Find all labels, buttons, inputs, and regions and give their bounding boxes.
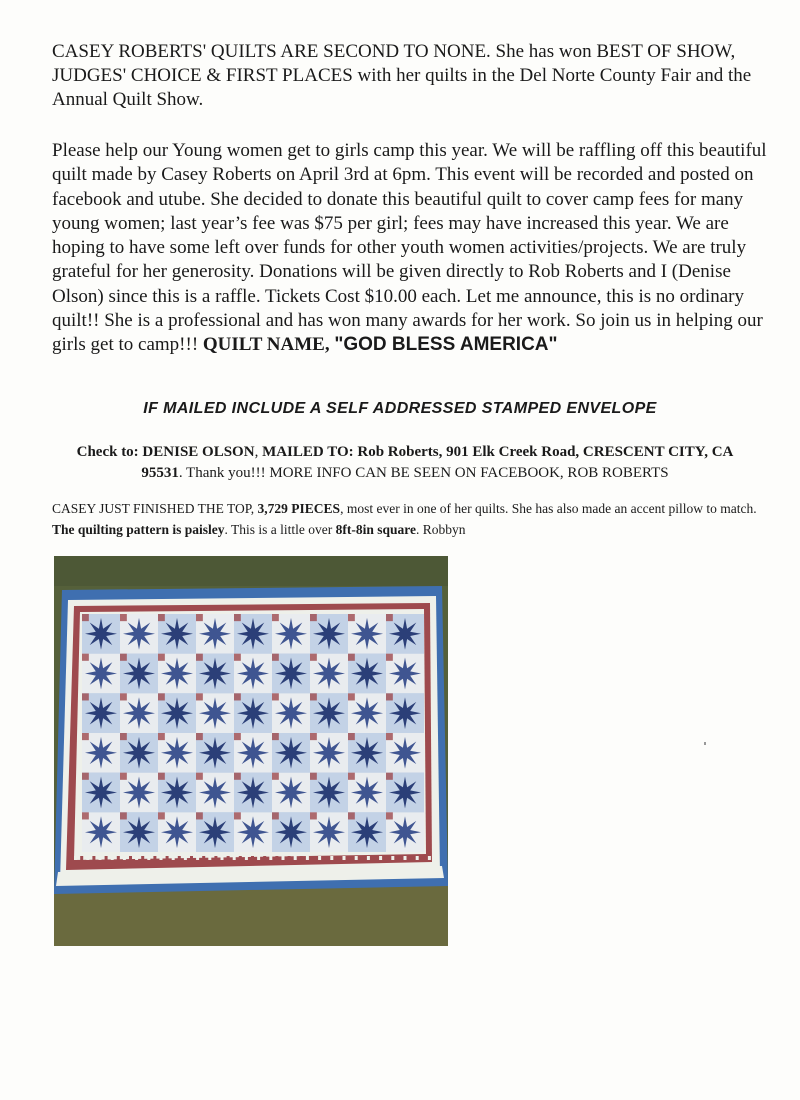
mailing-address: MAILED TO: Rob Roberts, 901 Elk Creek Road, CRESCENT CITY, CA 95531 (141, 444, 734, 481)
quilt-size: 8ft-8in square (335, 522, 417, 537)
check-instructions (60, 442, 750, 484)
appeal-paragraph (52, 139, 772, 358)
scan-speck (704, 742, 706, 745)
quilt-name: "GOD BLESS AMERICA" (334, 334, 558, 356)
details-text-4: . Robbyn (416, 522, 466, 537)
details-text-2: , most ever in one of her quilts. She has also made an accent pillow to match. (340, 501, 757, 516)
piece-count: 3,729 PIECES (257, 501, 341, 516)
appeal-text: Please help our Young women get to girls camp this year. We will be raffling off this beautiful quilt made by Casey Roberts on April 3rd at 6pm. This event will be recorded and posted on facebook and utube. She decided to donate this beautiful quilt to cover camp fees for many young women; last year’s fee was $75 per girl; fees may have increased this year. We are hoping to have some left over funds for other youth women activities/projects. We are truly grateful for her generosity. Donations will be given directly to Rob Roberts and I (Denise Olson) since this is a raffle. Tickets Cost $10.00 each. Let me announce, this is no ordinary quilt!! She is a professional and has won many awards for her work. So join us in helping our girls get to camp!!! (52, 140, 767, 356)
details-text-1: CASEY JUST FINISHED THE TOP, (52, 501, 258, 516)
quilting-pattern: The quilting pattern is paisley (52, 522, 225, 537)
details-text-3: . This is a little over (224, 522, 336, 537)
check-tail: . Thank you!!! MORE INFO CAN BE SEEN ON FACEBOOK, ROB ROBERTS (178, 465, 669, 481)
quilt-photo (54, 556, 448, 946)
mail-instruction: IF MAILED INCLUDE A SELF ADDRESSED STAMPED ENVELOPE (143, 400, 657, 417)
intro-paragraph: CASEY ROBERTS' QUILTS ARE SECOND TO NONE. She has won BEST OF SHOW, JUDGES' CHOICE & FIRST PLACES with her quilts in the Del Norte County Fair and the Annual Quilt Show. (52, 41, 752, 110)
check-payee: Check to: DENISE OLSON (76, 444, 255, 460)
quilt-details (52, 498, 772, 540)
quilt-name-label: QUILT NAME, (202, 334, 335, 356)
check-separator: , (254, 444, 263, 460)
quilt-image (54, 556, 448, 946)
